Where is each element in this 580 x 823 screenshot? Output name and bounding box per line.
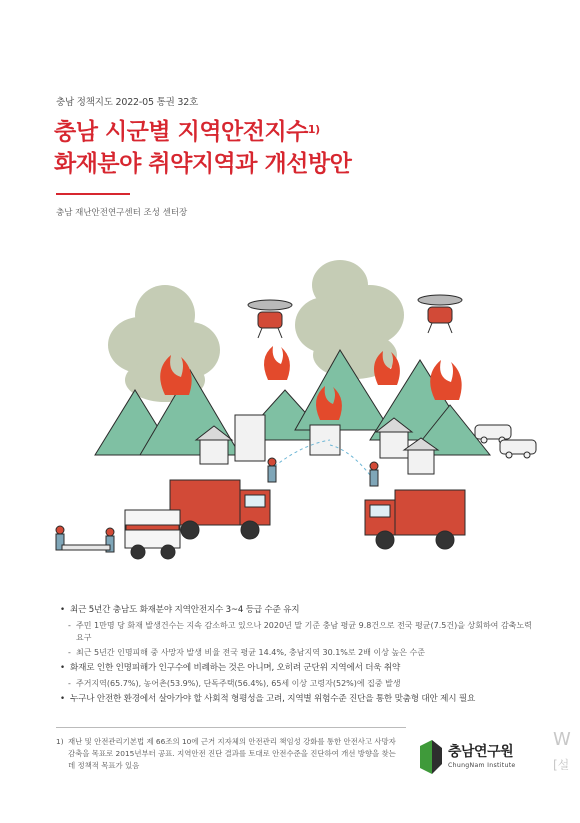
title-line-2: 화재분야 취약지역과 개선방안: [54, 151, 352, 177]
bullet-1: • 최근 5년간 충남도 화재분야 지역안전지수 3~4 등급 수준 유지: [60, 604, 540, 617]
title-footnote-mark: 1): [307, 123, 320, 136]
fire-scene-illustration: [40, 240, 550, 590]
bullet-2-sub-1: - 주거지역(65.7%), 농어촌(53.9%), 단독주택(56.4%), 65세 이상 고령자(52%)에 집중 발생: [68, 679, 401, 688]
bullet-1-sub-2: - 최근 5년간 인명피해 중 사망자 발생 비율 전국 평균 14.4%, 충남지역 30.1%로 2배 이상 높은 수준: [68, 648, 425, 657]
title-line-1: 충남 시군별 지역안전지수: [54, 119, 308, 145]
author: 충남 재난안전연구센터 조성 센터장: [56, 208, 188, 218]
bullet-2: • 화재로 인한 인명피해가 인구수에 비례하는 것은 아니며, 오히려 군단위 지역에서 더욱 취약: [60, 662, 540, 675]
footnote-number: 1): [56, 737, 64, 746]
bullet-3: • 누구나 안전한 환경에서 살아가야 할 사회적 형평성을 고려, 지역별 위험수준 진단을 통한 맞춤형 대안 제시 필요: [60, 693, 540, 706]
series-label: 충남 정책지도 2022-05 통권 32호: [56, 97, 199, 108]
summary-bullets: [60, 604, 540, 709]
institute-logo: [418, 738, 528, 778]
bullet-2-sub-1-text: 주거지역(65.7%), 농어촌(53.9%), 단독주택(56.4%), 65세 이상 고령자(52%)에 집중 발생: [76, 679, 401, 688]
logo-name-en: ChungNam Institute: [448, 762, 516, 769]
footnote-divider: [56, 727, 406, 728]
ambulance-icon: [125, 510, 180, 559]
footnote: [56, 736, 401, 772]
bullet-1-sub-1-text: 주민 1만명 당 화재 발생건수는 지속 감소하고 있으나 2020년 말 기준 충남 평균 9.8건으로 전국 평균(7.5건)을 상회하여 감축노력 요구: [76, 621, 532, 642]
logo-name: 충남연구원: [448, 744, 514, 760]
bullet-1-sub-1: - 주민 1만명 당 화재 발생건수는 지속 감소하고 있으나 2020년 말 기준 충남 평균 9.8건으로 전국 평균(7.5건)을 상회하여 감축노력 요구: [68, 621, 532, 642]
title-underline: [56, 193, 130, 195]
fire-truck-icon: [170, 480, 465, 549]
watermark-line-1: W: [553, 729, 571, 750]
bullet-1-sub-2-text: 최근 5년간 인명피해 중 사망자 발생 비율 전국 평균 14.4%, 충남지역 30.1%로 2배 이상 높은 수준: [76, 648, 425, 657]
logo-mark-icon: [418, 740, 444, 774]
watermark-line-2: [설: [553, 758, 570, 772]
footnote-text: 재난 및 안전관리기본법 제 66조의 10에 근거 지자체의 안전관리 책임성 강화를 통한 안전사고 사망자 감축을 목표로 2015년부터 공표. 지역안전 진단 결과를 토대로 안전수준을 진단하여 개선 방향을 찾는데 정책적 목표가 있음: [68, 737, 396, 770]
page-title: [54, 116, 351, 180]
